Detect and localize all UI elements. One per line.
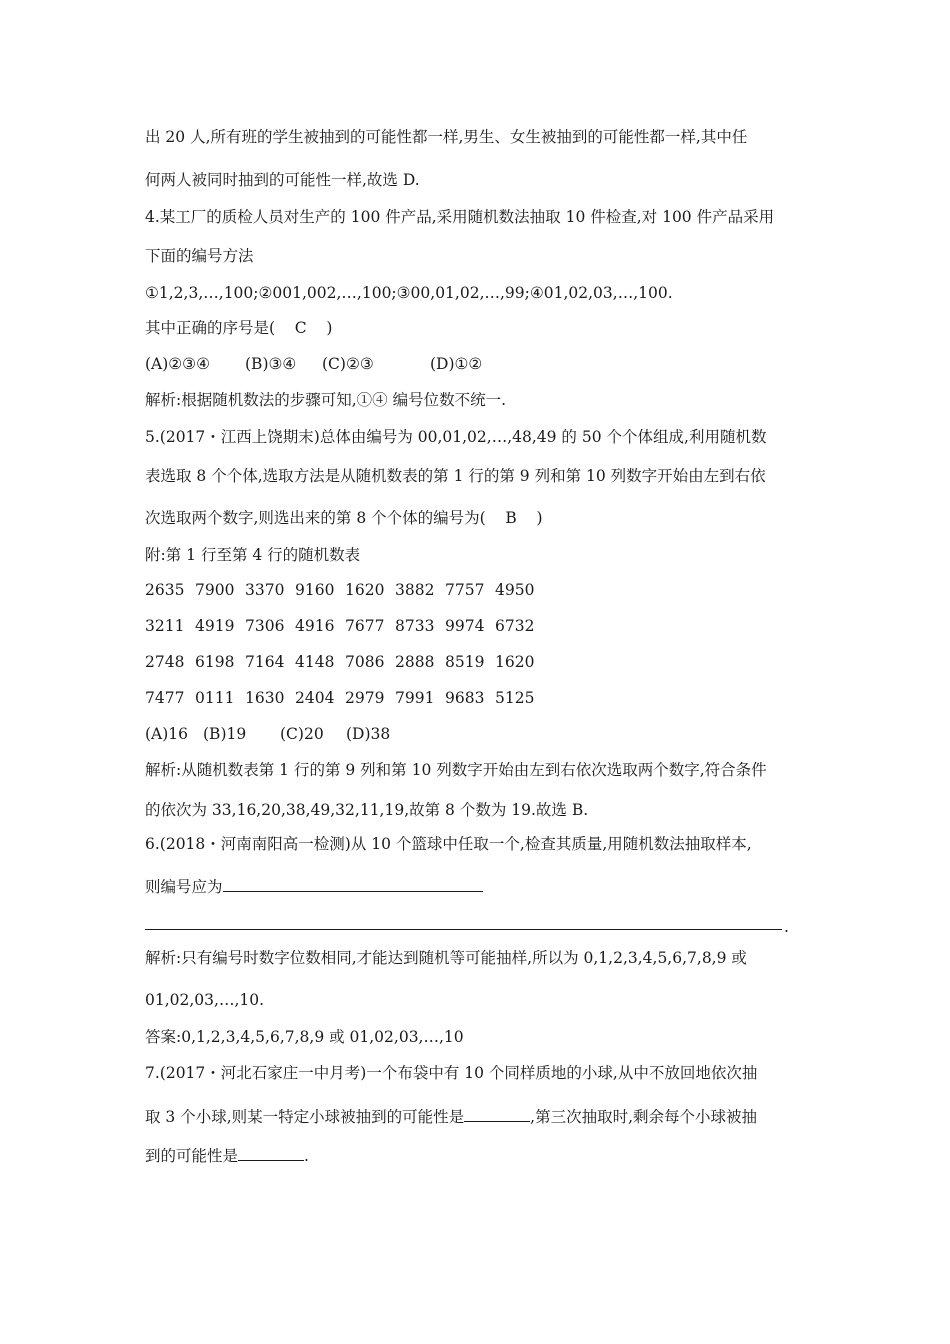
table-cell: 1630 bbox=[245, 689, 285, 707]
table-cell: 9683 bbox=[445, 689, 485, 707]
table-cell: 4919 bbox=[195, 617, 235, 635]
question-6-stem: 6.(2018・河南南阳高一检测)从 10 个篮球中任取一个,检查其质量,用随机数法抽取样本, bbox=[145, 835, 752, 853]
question-5-solution: 的依次为 33,16,20,38,49,32,11,19,故第 8 个数为 19.故选 B. bbox=[145, 801, 589, 819]
table-cell: 6198 bbox=[195, 653, 235, 671]
table-cell: 7086 bbox=[345, 653, 385, 671]
question-7-stem bbox=[145, 1106, 757, 1127]
option-b: (B)③④ bbox=[245, 355, 297, 373]
table-cell: 2635 bbox=[145, 581, 185, 599]
table-cell: 0111 bbox=[195, 689, 235, 707]
question-6-solution: 01,02,03,…,10. bbox=[145, 991, 265, 1009]
question-7-text: 到的可能性是 bbox=[145, 1147, 239, 1165]
question-7-text: ,第三次抽取时,剩余每个小球被抽 bbox=[530, 1108, 758, 1126]
table-cell: 7477 bbox=[145, 689, 185, 707]
question-5-stem: 5.(2017・江西上饶期末)总体由编号为 00,01,02,…,48,49 的 50 个个体组成,利用随机数 bbox=[145, 428, 767, 446]
table-cell: 7900 bbox=[195, 581, 235, 599]
question-6-solution: 解析:只有编号时数字位数相同,才能达到随机等可能抽样,所以为 0,1,2,3,4,5,6,7,8,9 或 bbox=[145, 949, 747, 967]
answer-blank-line bbox=[145, 929, 782, 930]
option-a: (A)②③④ bbox=[145, 355, 210, 373]
question-7-text: . bbox=[304, 1147, 309, 1165]
table-cell: 9974 bbox=[445, 617, 485, 635]
table-cell: 7164 bbox=[245, 653, 285, 671]
table-cell: 8733 bbox=[395, 617, 435, 635]
table-cell: 5125 bbox=[495, 689, 535, 707]
question-6-stem bbox=[145, 876, 483, 897]
table-cell: 4916 bbox=[295, 617, 335, 635]
table-cell: 3370 bbox=[245, 581, 285, 599]
option-d: (D)①② bbox=[430, 355, 483, 373]
question-6-answer: 答案:0,1,2,3,4,5,6,7,8,9 或 01,02,03,…,10 bbox=[145, 1028, 464, 1046]
table-cell: 4148 bbox=[295, 653, 335, 671]
option-a: (A)16 bbox=[145, 725, 189, 743]
question-7-stem bbox=[145, 1145, 309, 1166]
table-cell: 2979 bbox=[345, 689, 385, 707]
table-cell: 7991 bbox=[395, 689, 435, 707]
table-cell: 4950 bbox=[495, 581, 535, 599]
answer-blank bbox=[464, 1106, 530, 1122]
table-cell: 8519 bbox=[445, 653, 485, 671]
question-4-numbering: ①1,2,3,…,100;②001,002,…,100;③00,01,02,…,99;④01,02,03,…,100. bbox=[145, 284, 673, 302]
table-cell: 1620 bbox=[345, 581, 385, 599]
question-4-stem: 4.某工厂的质检人员对生产的 100 件产品,采用随机数法抽取 10 件检查,对 100 件产品采用 bbox=[145, 208, 775, 226]
table-cell: 7757 bbox=[445, 581, 485, 599]
question-4-prompt: 其中正确的序号是( C ) bbox=[145, 319, 333, 337]
table-cell: 7677 bbox=[345, 617, 385, 635]
table-cell: 9160 bbox=[295, 581, 335, 599]
random-table-caption: 附:第 1 行至第 4 行的随机数表 bbox=[145, 546, 361, 564]
question-7-stem: 7.(2017・河北石家庄一中月考)一个布袋中有 10 个同样质地的小球,从中不放回地依次抽 bbox=[145, 1064, 758, 1082]
table-cell: 2888 bbox=[395, 653, 435, 671]
period: . bbox=[784, 918, 789, 936]
question-4-solution: 解析:根据随机数法的步骤可知,①④ 编号位数不统一. bbox=[145, 391, 507, 409]
question-5-stem: 次选取两个数字,则选出来的第 8 个个体的编号为( B ) bbox=[145, 509, 543, 527]
table-cell: 2404 bbox=[295, 689, 335, 707]
question-4-stem: 下面的编号方法 bbox=[145, 247, 254, 265]
option-c: (C)②③ bbox=[322, 355, 374, 373]
option-d: (D)38 bbox=[346, 725, 391, 743]
question-6-prompt: 则编号应为 bbox=[145, 878, 223, 896]
question-5-stem: 表选取 8 个个体,选取方法是从随机数表的第 1 行的第 9 列和第 10 列数字开始由左到右依 bbox=[145, 467, 766, 485]
table-cell: 1620 bbox=[495, 653, 535, 671]
answer-blank bbox=[238, 1145, 304, 1161]
question-5-solution: 解析:从随机数表第 1 行的第 9 列和第 10 列数字开始由左到右依次选取两个数字,符合条件 bbox=[145, 761, 767, 779]
table-cell: 2748 bbox=[145, 653, 185, 671]
text-line: 出 20 人,所有班的学生被抽到的可能性都一样,男生、女生被抽到的可能性都一样,其中任 bbox=[145, 128, 748, 146]
table-cell: 3882 bbox=[395, 581, 435, 599]
table-cell: 3211 bbox=[145, 617, 185, 635]
option-b: (B)19 bbox=[203, 725, 247, 743]
question-7-text: 取 3 个小球,则某一特定小球被抽到的可能性是 bbox=[145, 1108, 465, 1126]
text-line: 何两人被同时抽到的可能性一样,故选 D. bbox=[145, 171, 420, 189]
option-c: (C)20 bbox=[280, 725, 324, 743]
table-cell: 7306 bbox=[245, 617, 285, 635]
table-cell: 6732 bbox=[495, 617, 535, 635]
answer-blank bbox=[223, 876, 483, 892]
